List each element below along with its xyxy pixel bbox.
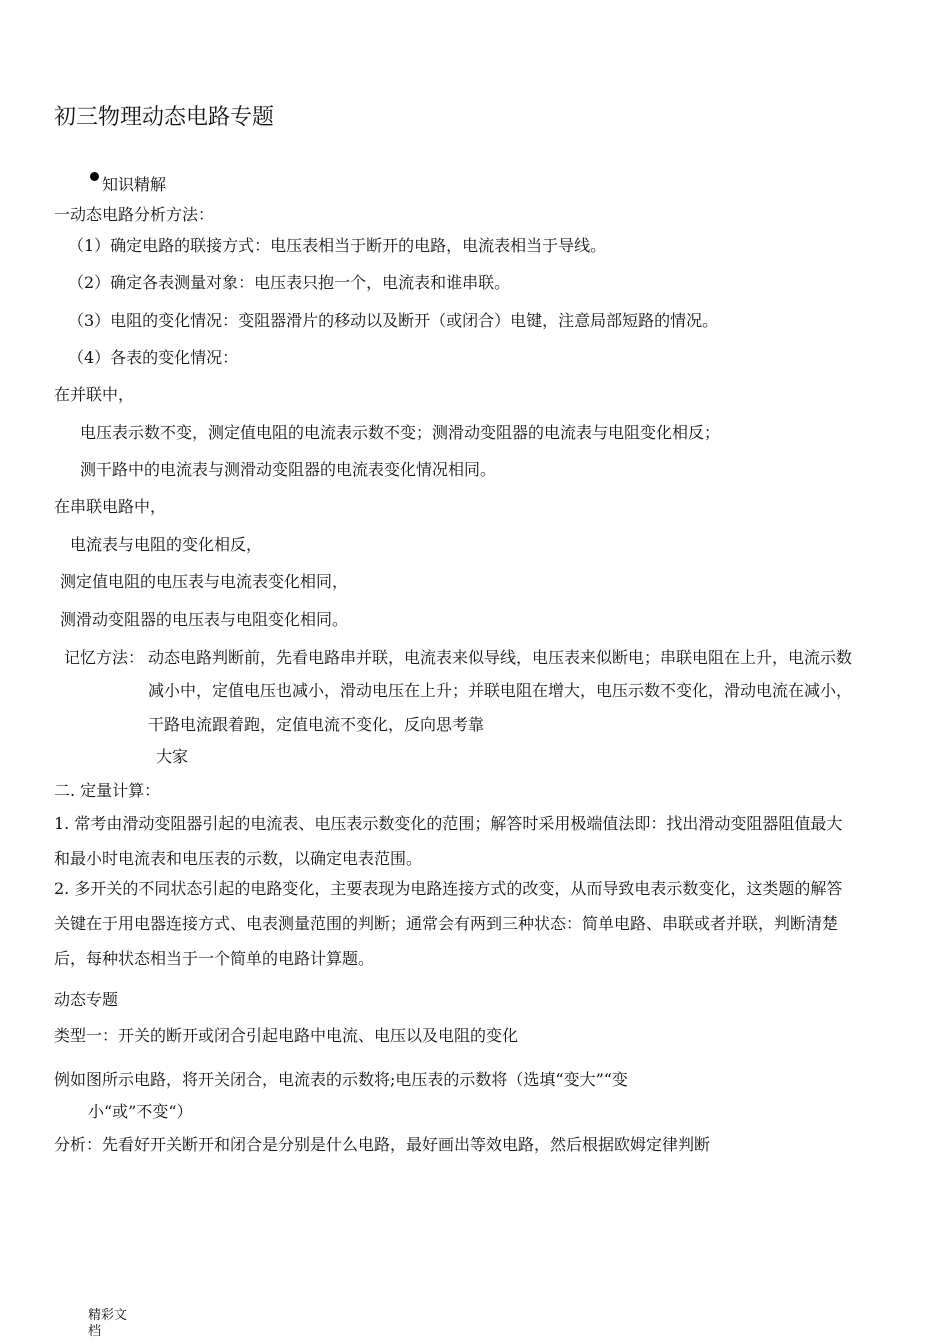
calc-paragraph-2-line-2: 关键在于用电器连接方式、电表测量范围的判断；通常会有两到三种状态：简单电路、串联或者并联，判断清楚 xyxy=(54,914,839,933)
example-line-2: 小“或”不变“） xyxy=(88,1102,193,1121)
calc-paragraph-2-line-1: 2. 多开关的不同状态引起的电路变化，主要表现为电路连接方式的改变，从而导致电表示数变化，这类题的解答 xyxy=(54,879,843,898)
memory-line-4: 大家 xyxy=(156,747,189,766)
parallel-line-2: 测干路中的电流表与测滑动变阻器的电流表变化情况相同。 xyxy=(80,460,497,479)
memory-line-3: 干路电流跟着跑，定值电流不变化，反向思考靠 xyxy=(148,715,485,734)
footer-line-2: 档 xyxy=(88,1324,102,1339)
method-item-3: （3）电阻的变化情况：变阻器滑片的移动以及断开（或闭合）电键，注意局部短路的情况。 xyxy=(68,311,719,330)
page-title: 初三物理动态电路专题 xyxy=(54,105,275,130)
series-line-2: 测定值电阻的电压表与电流表变化相同， xyxy=(60,572,349,591)
parallel-intro: 在并联中， xyxy=(54,385,135,404)
analysis-line: 分析：先看好开关断开和闭合是分别是什么电路，最好画出等效电路，然后根据欧姆定律判断 xyxy=(54,1135,711,1154)
calc-paragraph-1-line-2: 和最小时电流表和电压表的示数，以确定电表范围。 xyxy=(54,849,423,868)
calc-paragraph-2-line-3: 后，每种状态相当于一个简单的电路计算题。 xyxy=(54,949,375,968)
section1-heading: 一动态电路分析方法： xyxy=(54,205,215,224)
calc-paragraph-1-line-1: 1. 常考由滑动变阻器引起的电流表、电压表示数变化的范围；解答时采用极端值法即：找出滑动变阻器阻值最大 xyxy=(54,814,843,833)
memory-label: 记忆方法： xyxy=(64,648,145,667)
method-item-2: （2）确定各表测量对象：电压表只抱一个，电流表和谁串联。 xyxy=(68,273,511,292)
memory-line-1: 动态电路判断前，先看电路串并联，电流表来似导线，电压表来似断电；串联电阻在上升，电流示数 xyxy=(148,648,853,667)
method-item-4: （4）各表的变化情况： xyxy=(68,348,239,367)
series-line-1: 电流表与电阻的变化相反， xyxy=(70,535,263,554)
series-line-3: 测滑动变阻器的电压表与电阻变化相同。 xyxy=(60,610,349,629)
type1-heading: 类型一：开关的断开或闭合引起电路中电流、电压以及电阻的变化 xyxy=(54,1026,519,1045)
knowledge-heading: 知识精解 xyxy=(102,175,167,194)
parallel-line-1: 电压表示数不变，测定值电阻的电流表示数不变；测滑动变阻器的电流表与电阻变化相反； xyxy=(80,423,721,442)
memory-line-2: 减小中，定值电压也减小，滑动电压在上升；并联电阻在增大，电压示数不变化，滑动电流在减小， xyxy=(148,681,853,700)
footer-line-1: 精彩文 xyxy=(88,1308,128,1323)
series-intro: 在串联电路中， xyxy=(54,497,167,516)
bullet-icon xyxy=(90,172,99,181)
example-line-1: 例如图所示电路，将开关闭合，电流表的示数将;电压表的示数将（选填“变大”“变 xyxy=(54,1070,628,1089)
topic-heading: 动态专题 xyxy=(54,990,119,1009)
section2-heading: 二. 定量计算： xyxy=(54,781,161,800)
method-item-1: （1）确定电路的联接方式：电压表相当于断开的电路，电流表相当于导线。 xyxy=(68,236,607,255)
